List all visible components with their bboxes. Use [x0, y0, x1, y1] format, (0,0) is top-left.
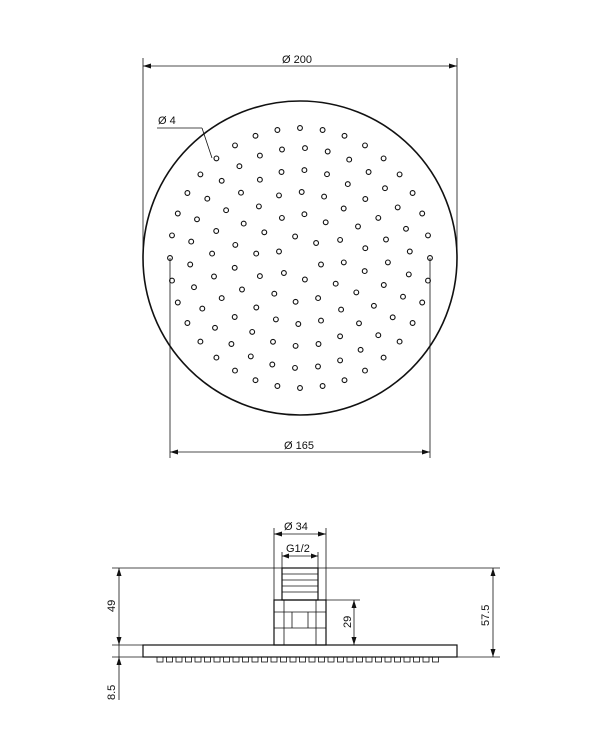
nozzle-hole — [277, 193, 282, 198]
nozzle-hole — [271, 339, 276, 344]
nozzle-tooth — [186, 657, 192, 662]
nozzle-hole — [293, 234, 298, 239]
nozzle-tooth — [328, 657, 334, 662]
nozzle-tooth — [290, 657, 296, 662]
nozzle-hole — [401, 294, 406, 299]
nozzle-hole — [212, 274, 217, 279]
nozzle-hole — [198, 172, 203, 177]
nozzle-hole — [280, 216, 285, 221]
nozzle-hole — [302, 212, 307, 217]
nozzle-hole — [376, 333, 381, 338]
nozzle-hole — [219, 296, 224, 301]
nozzle-hole — [232, 315, 237, 320]
nozzle-hole — [258, 274, 263, 279]
nozzle-tooth — [252, 657, 258, 662]
nozzle-hole — [233, 143, 238, 148]
nozzle-hole — [342, 378, 347, 383]
nozzle-hole — [363, 197, 368, 202]
nozzle-tooth — [433, 657, 439, 662]
nozzle-hole — [189, 239, 194, 244]
nozzle-hole — [341, 206, 346, 211]
nozzle-tooth — [176, 657, 182, 662]
nozzle-hole — [198, 339, 203, 344]
nozzle-hole — [406, 272, 411, 277]
nozzle-hole — [316, 342, 321, 347]
nozzle-hole — [214, 229, 219, 234]
dimension-inner-diameter — [170, 258, 430, 458]
nozzle-hole — [333, 281, 338, 286]
nozzle-hole — [296, 322, 301, 327]
nozzle-hole — [407, 249, 412, 254]
nozzle-hole — [381, 283, 386, 288]
nozzle-tooth — [243, 657, 249, 662]
nozzle-hole — [319, 262, 324, 267]
nozzle-hole — [293, 366, 298, 371]
nozzle-hole — [362, 269, 367, 274]
nozzle-hole — [282, 271, 287, 276]
nozzle-row — [157, 657, 439, 662]
nozzle-hole — [254, 251, 259, 256]
dimension-total-height — [318, 568, 500, 657]
nozzle-tooth — [281, 657, 287, 662]
nozzle-hole — [250, 330, 255, 335]
nozzle-tooth — [376, 657, 382, 662]
nozzle-tooth — [309, 657, 315, 662]
nozzle-hole — [420, 211, 425, 216]
nozzle-hole — [420, 300, 425, 305]
nozzle-hole — [262, 230, 267, 235]
nozzle-hole — [272, 291, 277, 296]
nozzle-hole — [253, 133, 258, 138]
nozzle-hole — [195, 217, 200, 222]
nozzle-hole — [237, 164, 242, 169]
nozzle-hole — [214, 156, 219, 161]
nozzle-hole — [302, 168, 307, 173]
nozzle-hole — [319, 318, 324, 323]
dim-outer-label: Ø 200 — [282, 54, 312, 66]
nozzle-hole — [358, 347, 363, 352]
shower-plate — [143, 645, 457, 657]
nozzle-hole — [338, 238, 343, 243]
nozzle-hole — [341, 260, 346, 265]
nozzle-tooth — [271, 657, 277, 662]
nozzle-hole — [347, 157, 352, 162]
nozzle-hole — [239, 190, 244, 195]
nozzle-tooth — [414, 657, 420, 662]
nozzle-hole — [293, 299, 298, 304]
nozzle-hole — [170, 233, 175, 238]
nozzle-hole — [280, 147, 285, 152]
nozzle-tooth — [167, 657, 173, 662]
nozzle-hole — [279, 170, 284, 175]
dim-height-left-label: 49 — [106, 599, 118, 612]
nozzle-hole — [299, 190, 304, 195]
dim-fitting-label: 29 — [342, 615, 354, 628]
nozzle-tooth — [157, 657, 163, 662]
side-view — [106, 521, 500, 700]
nozzle-tooth — [366, 657, 372, 662]
nozzle-tooth — [347, 657, 353, 662]
nozzle-hole — [303, 146, 308, 151]
nozzle-hole — [224, 208, 229, 213]
nozzle-hole — [240, 287, 245, 292]
nozzle-tooth — [395, 657, 401, 662]
nozzle-hole — [381, 355, 386, 360]
nozzle-hole — [426, 233, 431, 238]
dim-plate-label: 8.5 — [106, 684, 118, 700]
dim-inner-label: Ø 165 — [284, 440, 314, 452]
nozzle-hole — [376, 216, 381, 221]
nozzle-hole — [185, 321, 190, 326]
nozzle-hole — [192, 285, 197, 290]
nozzle-hole — [277, 249, 282, 254]
nozzle-hole — [338, 358, 343, 363]
dimension-outer-diameter — [143, 54, 457, 258]
nozzle-hole — [320, 128, 325, 133]
nozzle-hole — [258, 177, 263, 182]
dim-hole-label: Ø 4 — [158, 115, 176, 127]
nozzle-hole — [232, 265, 237, 270]
nozzle-hole — [200, 306, 205, 311]
nozzle-hole — [254, 305, 259, 310]
nozzle-hole — [185, 191, 190, 196]
nozzle-tooth — [338, 657, 344, 662]
dimension-plate — [106, 645, 143, 700]
nozzle-hole — [241, 221, 246, 226]
nozzle-hole — [357, 321, 362, 326]
nozzle-hole — [253, 378, 258, 383]
nozzle-hole — [363, 246, 368, 251]
nozzle-hole — [354, 290, 359, 295]
dim-thread-label: G1/2 — [286, 543, 310, 555]
nozzle-hole — [384, 237, 389, 242]
nozzle-hole — [293, 344, 298, 349]
nozzle-hole — [314, 241, 319, 246]
nozzle-hole — [397, 339, 402, 344]
nozzle-hole — [404, 226, 409, 231]
nozzle-hole — [410, 321, 415, 326]
nozzle-tooth — [300, 657, 306, 662]
nozzle-hole — [210, 251, 215, 256]
nozzle-tooth — [319, 657, 325, 662]
dimension-fitting — [326, 600, 360, 645]
dimension-thread — [282, 543, 318, 568]
nozzle-tooth — [423, 657, 429, 662]
nozzle-hole — [248, 354, 253, 359]
nozzle-hole — [175, 211, 180, 216]
nozzle-tooth — [195, 657, 201, 662]
top-view — [143, 54, 457, 458]
nozzle-tooth — [385, 657, 391, 662]
nozzle-hole — [345, 182, 350, 187]
nozzle-hole — [325, 172, 330, 177]
nozzle-hole — [298, 386, 303, 391]
nozzle-hole — [390, 315, 395, 320]
nozzle-hole — [258, 153, 263, 158]
nozzle-hole — [233, 368, 238, 373]
nozzle-hole — [274, 317, 279, 322]
dim-connector-label: Ø 34 — [284, 521, 308, 533]
nozzle-tooth — [262, 657, 268, 662]
nozzle-hole — [257, 204, 262, 209]
nozzle-hole — [322, 194, 327, 199]
nozzle-hole — [316, 296, 321, 301]
nozzle-hole — [229, 342, 234, 347]
nozzle-hole — [219, 178, 224, 183]
nozzle-tooth — [224, 657, 230, 662]
nozzle-hole — [175, 300, 180, 305]
nozzle-hole — [363, 368, 368, 373]
nozzle-hole — [342, 133, 347, 138]
nozzle-hole — [325, 149, 330, 154]
nozzle-tooth — [357, 657, 363, 662]
nozzle-hole — [298, 126, 303, 131]
nozzle-tooth — [214, 657, 220, 662]
nozzle-hole — [363, 143, 368, 148]
nozzle-hole — [356, 224, 361, 229]
nozzle-tooth — [404, 657, 410, 662]
nozzle-hole — [339, 307, 344, 312]
shower-head-outline — [143, 101, 457, 415]
dim-total-label: 57.5 — [480, 604, 492, 626]
nozzle-hole — [372, 303, 377, 308]
nozzle-holes — [168, 126, 433, 391]
nozzle-hole — [366, 170, 371, 175]
nozzle-hole — [275, 384, 280, 389]
nozzle-hole — [320, 384, 325, 389]
nozzle-hole — [275, 128, 280, 133]
nozzle-hole — [270, 362, 275, 367]
nozzle-hole — [338, 334, 343, 339]
connector-fitting — [274, 568, 326, 645]
dimension-height-left — [106, 568, 282, 645]
nozzle-hole — [316, 364, 321, 369]
nozzle-hole — [386, 260, 391, 265]
nozzle-hole — [214, 355, 219, 360]
nozzle-hole — [323, 220, 328, 225]
nozzle-hole — [213, 325, 218, 330]
nozzle-hole — [188, 262, 193, 267]
nozzle-tooth — [233, 657, 239, 662]
nozzle-hole — [233, 243, 238, 248]
nozzle-hole — [303, 277, 308, 282]
nozzle-hole — [397, 172, 402, 177]
nozzle-hole — [381, 156, 386, 161]
nozzle-hole — [395, 205, 400, 210]
nozzle-hole — [383, 186, 388, 191]
nozzle-tooth — [205, 657, 211, 662]
nozzle-hole — [205, 196, 210, 201]
nozzle-hole — [410, 191, 415, 196]
